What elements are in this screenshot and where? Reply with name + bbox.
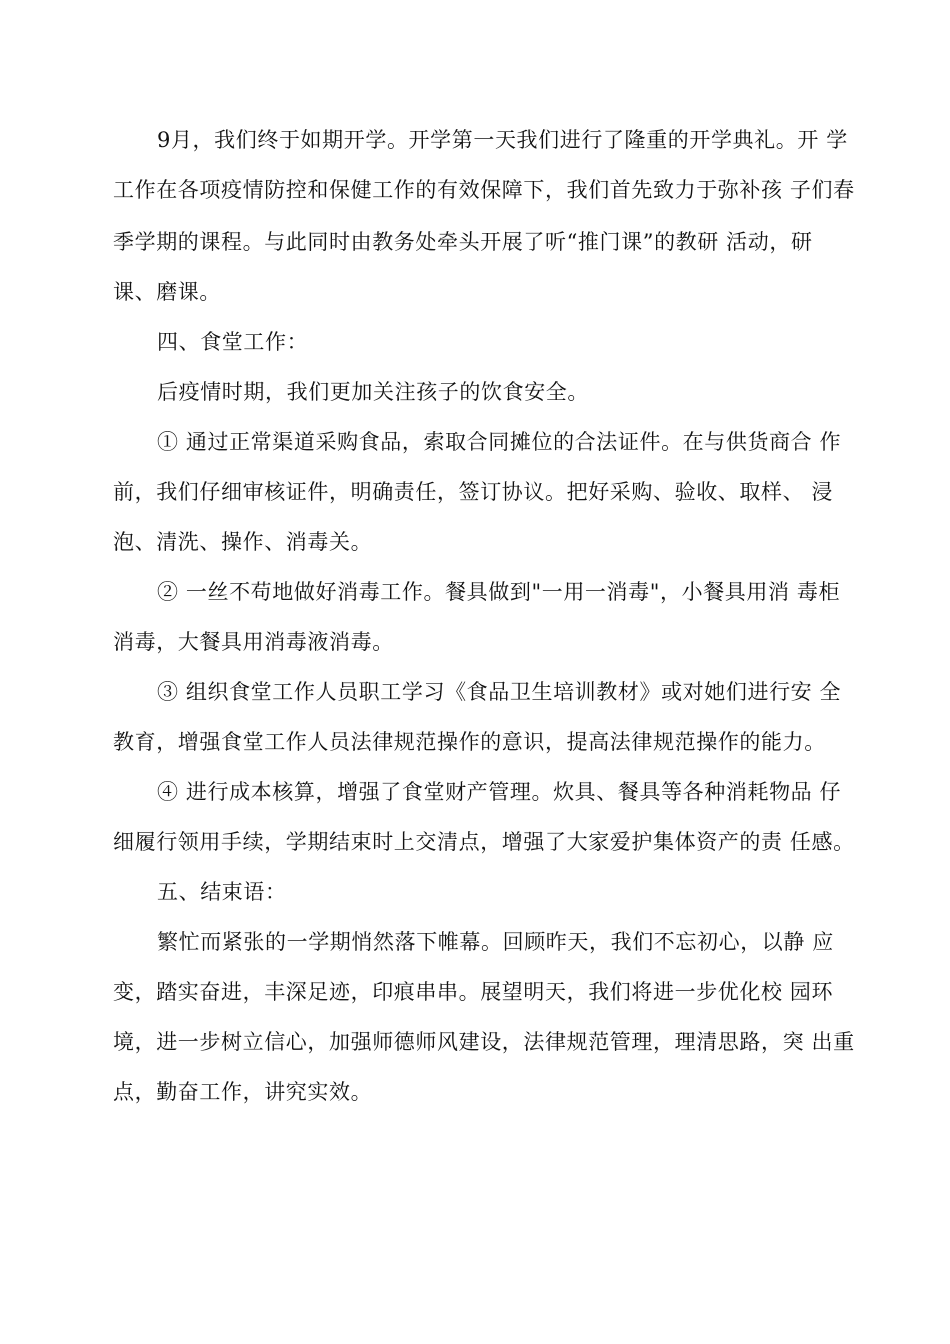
- paragraph-line: 境，进一步树立信心，加强师德师风建设，法律规范管理，理清思路，突 出重: [113, 1030, 855, 1054]
- list-item-line: ④ 进行成本核算，增强了食堂财产管理。炊具、餐具等各种消耗物品 仔: [157, 780, 842, 804]
- section-heading: 四、食堂工作：: [157, 330, 309, 354]
- list-item-line: ① 通过正常渠道采购食品，索取合同摊位的合法证件。在与供货商合 作: [157, 430, 842, 454]
- paragraph-line: 季学期的课程。与此同时由教务处牵头开展了听“推门课”的教研 活动，研: [113, 230, 813, 254]
- section-heading: 五、结束语：: [157, 880, 287, 904]
- paragraph-line: 工作在各项疫情防控和保健工作的有效保障下，我们首先致力于弥补孩 子们春: [113, 178, 855, 202]
- paragraph-line: 教育，增强食堂工作人员法律规范操作的意识，提高法律规范操作的能力。: [113, 730, 826, 754]
- list-item-line: ③ 组织食堂工作人员职工学习《食品卫生培训教材》或对她们进行安 全: [157, 680, 842, 704]
- paragraph-line: 点，勤奋工作，讲究实效。: [113, 1080, 373, 1104]
- paragraph-line: 9月，我们终于如期开学。开学第一天我们进行了隆重的开学典礼。开 学: [157, 128, 848, 152]
- paragraph-line: 繁忙而紧张的一学期悄然落下帷幕。回顾昨天，我们不忘初心，以静 应: [157, 930, 834, 954]
- paragraph-line: 消毒，大餐具用消毒液消毒。: [113, 630, 394, 654]
- paragraph-line: 前，我们仔细审核证件，明确责任，签订协议。把好采购、验收、取样、 浸: [113, 480, 834, 504]
- paragraph-line: 泡、清洗、操作、消毒关。: [113, 530, 373, 554]
- paragraph-line: 细履行领用手续，学期结束时上交清点，增强了大家爱护集体资产的责 任感。: [113, 830, 855, 854]
- paragraph-line: 后疫情时期，我们更加关注孩子的饮食安全。: [157, 380, 589, 404]
- paragraph-line: 课、磨课。: [113, 280, 221, 304]
- list-item-line: ② 一丝不苟地做好消毒工作。餐具做到"一用一消毒"，小餐具用消 毒柜: [157, 580, 841, 604]
- paragraph-line: 变，踏实奋进，丰深足迹，印痕串串。展望明天，我们将进一步优化校 园环: [113, 980, 834, 1004]
